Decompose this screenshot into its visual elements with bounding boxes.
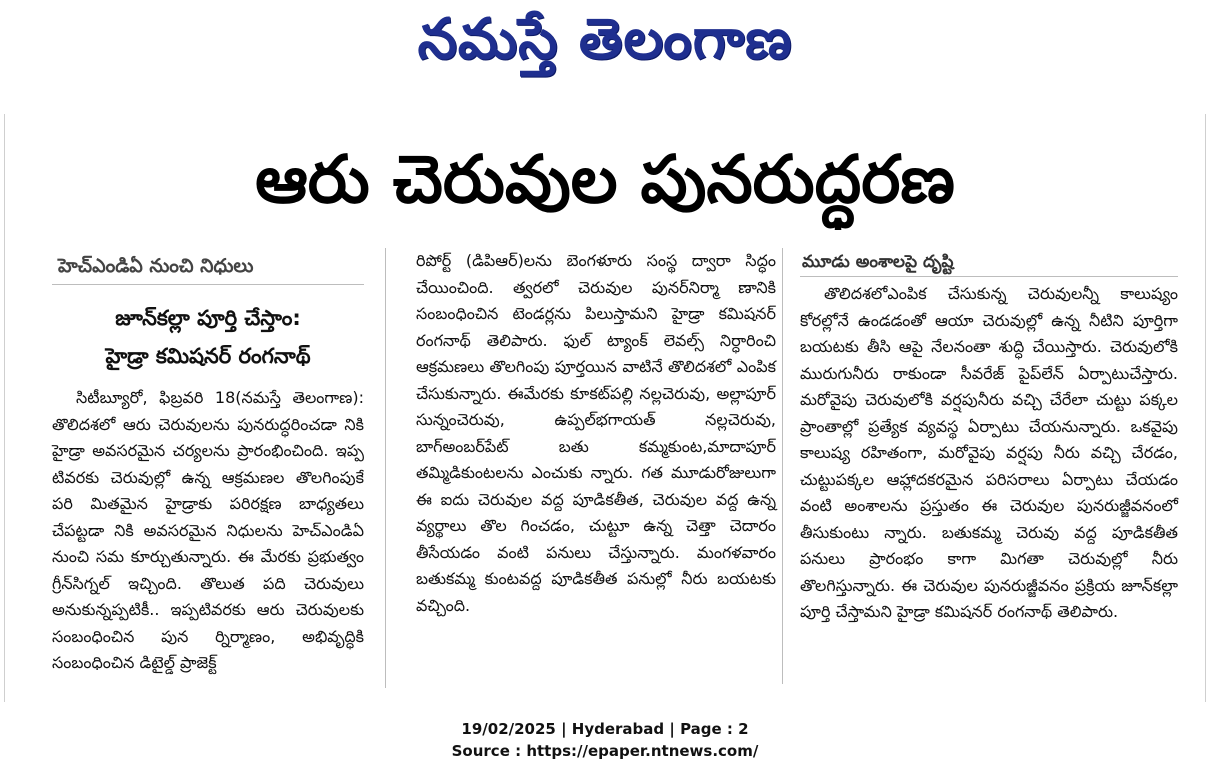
column-divider <box>782 248 783 684</box>
footer-source-link[interactable]: Source : https://epaper.ntnews.com/ <box>451 742 759 760</box>
article-subhead-line-1: జూన్‌కల్లా పూర్తి చేస్తాం: <box>115 306 301 330</box>
masthead <box>0 0 1210 92</box>
column-divider <box>385 248 386 688</box>
article-column-2 <box>416 248 776 619</box>
footer-date-location-page: 19/02/2025 | Hyderabad | Page : 2 <box>461 720 749 738</box>
article-body-column-2: రిపోర్ట్ (డిపిఆర్)లను బెంగళూరు సంస్థ ద్వారా సిద్ధం చేయించింది. త్వరలో చెరువుల పునర్‌నిర్మా ణానికి సంబంధించిన టెండర్లను పిలుస్తామని హైడ్రా కమిషనర్ రంగనాథ్ తెలిపారు. ఫుల్ ట్యాంక్ లెవల్స్ నిర్ధారించి ఆక్రమణలు తొలగింపు పూర్తయిన వాటినే తొలిదశలో ఎంపిక చేసుకున్నారు. ఈమేరకు కూకట్‌పల్లి నల్లచెరువు, అల్లాపూర్ సున్నంచెరువు, ఉప్పల్‌భగాయత్ నల్లచెరువు, బాగ్‌అంబర్‌పేట్ బతు కమ్మకుంట,మాదాపూర్ తమ్మిడికుంటలను ఎంచుకు న్నారు. గత మూడురోజులుగా ఈ ఐదు చెరువుల వద్ద పూడికతీత, చెరువుల వద్ద ఉన్న వ్యర్థాలు తొల గించడం, చుట్టూ ఉన్న చెత్తా చెదారం తీసేయడం వంటి పనులు చేస్తున్నారు. మంగళవారం బతుకమ్మ కుంటవద్ద పూడికతీత పనుల్లో నీరు బయటకు వచ్చింది. <box>416 251 776 615</box>
article-column-3 <box>800 248 1178 626</box>
article-subhead-line-2: హైడ్రా కమిషనర్ రంగనాథ్ <box>105 344 311 368</box>
article-body-column-3: తొలిదశలోఎంపిక చేసుకున్న చెరువులన్నీ కాలుష్యం కోరల్లోనే ఉండడంతో ఆయా చెరువుల్లో ఉన్న నీటిని పూర్తిగా బయటకు తీసి ఆపై నేలనంతా శుద్ధి చేయిస్తారు. చెరువులోకి మురుగునీరు రాకుండా సీవరేజ్ పైప్‌లేన్ ఏర్పాటుచేస్తారు. మరోవైపు చెరువులోకి వర్షపునీరు వచ్చి చేరేలా చుట్టు పక్కల ప్రాంతాల్లో ప్రత్యేక వ్యవస్థ ఏర్పాటు చేయనున్నారు. ఒకవైపు కాలుష్య రహితంగా, మరోవైపు వర్షపు నీరు వచ్చి చేరడం, చుట్టుపక్కల ఆహ్లాదకరమైన పరిసరాలు ఏర్పాటు చేయడం వంటి అంశాలను ప్రస్తుతం ఈ చెరువుల పునరుజ్జీవనంలో తీసుకుంటు న్నారు. బతుకమ్మ చెరువు వద్ద పూడికతీత పనులు ప్రారంభం కాగా మిగతా చెరువుల్లో నీరు తొలగిస్తున్నారు. ఈ చెరువుల పునరుజ్జీవనం ప్రక్రియ జూన్‌కల్లా పూర్తి చేస్తామని హైడ్రా కమిషనర్ రంగనాథ్ తెలిపారు. <box>800 284 1178 621</box>
newspaper-logo: నమస్తే తెలంగాణ <box>417 6 793 72</box>
article-subhead <box>52 299 364 375</box>
page-footer <box>0 718 1210 762</box>
article-kicker: హెచ్‌ఎండిఏ నుంచి నిధులు <box>52 248 364 285</box>
article-headline: ఆరు చెరువుల పునరుద్ధరణ <box>255 141 955 218</box>
article-section-head: మూడు అంశాలపై దృష్టి <box>800 248 1178 277</box>
article-column-1 <box>52 248 364 677</box>
article-body-column-1: సిటీబ్యూరో, ఫిబ్రవరి 18(నమస్తే తెలంగాణ): తొలిదశలో ఆరు చెరువులను పునరుద్ధరించడా నికి హైడ్రా అవసరమైన చర్యలను ప్రారంభించింది. ఇప్ప టివరకు చెరువుల్లో ఉన్న ఆక్రమణల తొలగింపుకే పరి మితమైన హైడ్రాకు పరిరక్షణ బాధ్యతలు చేపట్టడా నికి అవసరమైన నిధులను హెచ్‌ఎండిఏ నుంచి సమ కూర్చుతున్నారు. ఈ మేరకు ప్రభుత్వం గ్రీన్‌సిగ్నల్ ఇచ్చింది. తొలుత పది చెరువులు అనుకున్నప్పటికీ.. ఇప్పటివరకు ఆరు చెరువులకు సంబంధించిన పున ర్నిర్మాణం, అభివృద్ధికి సంబంధించిన డిటైల్డ్ ప్రాజెక్ట్ <box>52 388 364 672</box>
